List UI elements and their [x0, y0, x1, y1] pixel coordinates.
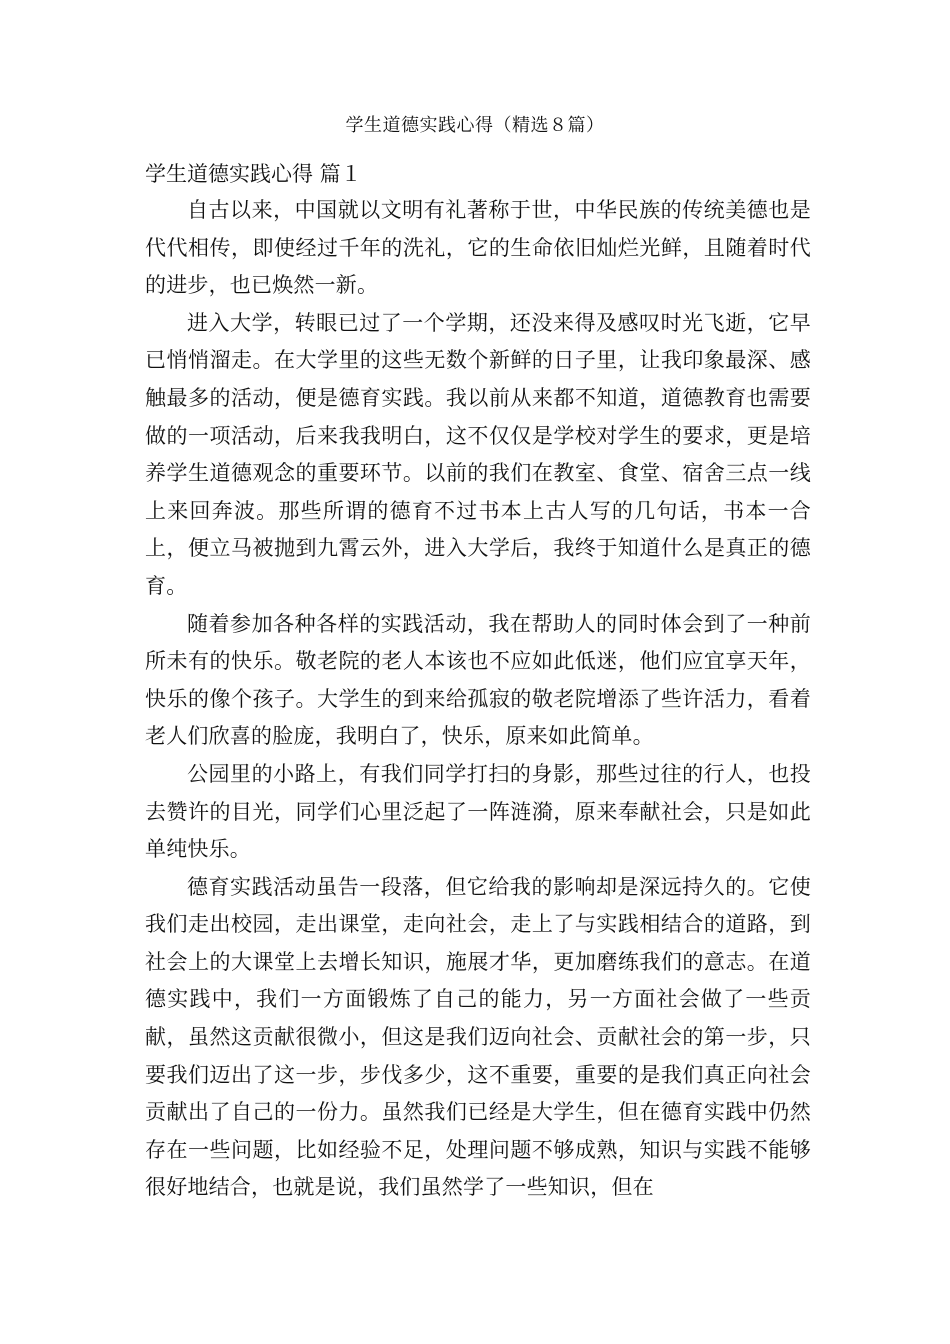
paragraph-5: 德育实践活动虽告一段落，但它给我的影响却是深远持久的。它使我们走出校园，走出课堂，走向社会，走上了与实践相结合的道路，到社会上的大课堂上去增长知识，施展才华，更加磨练我们的意志。在道德实践中，我们一方面锻炼了自己的能力，另一方面社会做了一些贡献，虽然这贡献很微小，但这是我们迈向社会、贡献社会的第一步，只要我们迈出了这一步，步伐多少，这不重要，重要的是我们真正向社会贡献出了自己的一份力。虽然我们已经是大学生，但在德育实践中仍然存在一些问题，比如经验不足，处理问题不够成熟，知识与实践不能够很好地结合，也就是说，我们虽然学了一些知识，但在: [145, 874, 811, 1200]
paragraph-1: 自古以来，中国就以文明有礼著称于世，中华民族的传统美德也是代代相传，即使经过千年的洗礼，它的生命依旧灿烂光鲜，且随着时代的进步，也已焕然一新。: [145, 198, 811, 298]
paragraph-4: 公园里的小路上，有我们同学打扫的身影，那些过往的行人，也投去赞许的目光，同学们心里泛起了一阵涟漪，原来奉献社会，只是如此单纯快乐。: [145, 761, 811, 862]
paragraph-2: 进入大学，转眼已过了一个学期，还没来得及感叹时光飞逝，它早已悄悄溜走。在大学里的这些无数个新鲜的日子里，让我印象最深、感触最多的活动，便是德育实践。我以前从来都不知道，道德教育也需要做的一项活动，后来我我明白，这不仅仅是学校对学生的要求，更是培养学生道德观念的重要环节。以前的我们在教室、食堂、宿舍三点一线上来回奔波。那些所谓的德育不过书本上古人写的几句话，书本一合上，便立马被抛到九霄云外，进入大学后，我终于知道什么是真正的德育。: [145, 310, 811, 598]
section-heading: 学生道德实践心得 篇１: [145, 162, 362, 186]
paragraph-3: 随着参加各种各样的实践活动，我在帮助人的同时体会到了一种前所未有的快乐。敬老院的老人本该也不应如此低迷，他们应宜享天年，快乐的像个孩子。大学生的到来给孤寂的敬老院增添了些许活力，看着老人们欣喜的脸庞，我明白了，快乐，原来如此简单。: [145, 611, 811, 749]
document-title: 学生道德实践心得（精选８篇）: [345, 115, 605, 136]
article-body: [145, 156, 811, 1207]
